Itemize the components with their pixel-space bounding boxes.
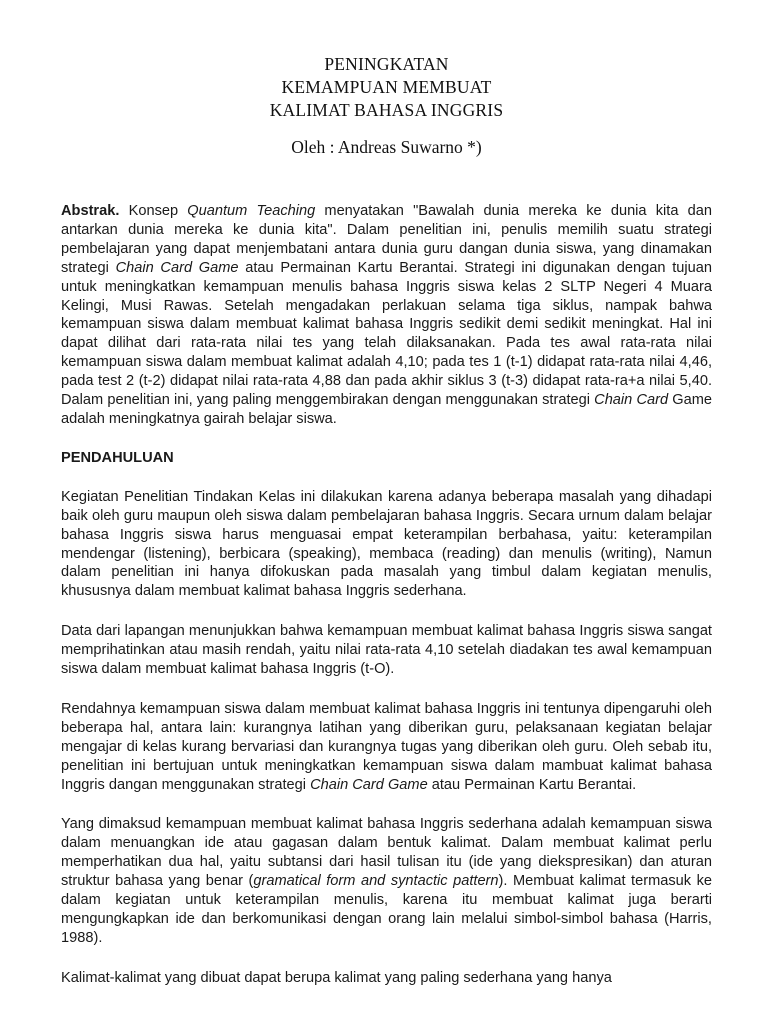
title-line-1: PENINGKATAN — [324, 54, 449, 74]
abstract-italic-3: Chain Card — [594, 392, 669, 409]
paragraph-3-text-2: atau Permainan Kartu Berantai. — [427, 776, 637, 793]
abstract-text-3: atau Permainan Kartu Berantai. Strategi ini digunakan dengan tujuan untuk meningkatkan kemampuan menulis bahasa Inggris siswa kelas 2 SLTP Negeri 4 Muara Kelingi, Musi Rawas. Setelah mengadakan perlakuan selama tiga siklus, nampak bahwa kemampuan siswa dalam membuat kalimat bahasa Inggris sedikit demi sedikit meningkat. Hal ini dapat dilihat dari rata-rata nilai tes yang telah dilaksanakan. Pada tes awal rata-rata nilai kemampuan siswa dalam membuat kalimat adalah 4,10; pada tes 1 (t-1) didapat rata-rata nilai 4,46, pada test 2 (t-2) didapat nilai rata-rata 4,88 dan pada akhir siklus 3 (t-3) didapat rata-ra+a nilai 5,40. Dalam penelitian ini, yang paling menggembirakan dengan menggunakan strategi — [61, 259, 712, 409]
paragraph-3-italic: Chain Card Game — [310, 776, 428, 793]
paragraph-5: Kalimat-kalimat yang dibuat dapat berupa kalimat yang paling sederhana yang hanya — [61, 969, 612, 986]
abstract-paragraph — [61, 202, 712, 429]
abstract-text-2: menyatakan "Bawalah dunia mereka ke dunia kita dan antarkan dunia mereka ke dunia kita". Dalam penelitian ini, penulis memilih suatu strategi pembelajaran yang dapat menjembatani antara dunia guru dangan dunia siswa, yang dinamakan strategi — [61, 203, 712, 276]
paragraph-4 — [61, 815, 712, 947]
abstract-text-4: Game adalah meningkatnya gairah belajar siswa. — [61, 392, 712, 427]
paragraph-4-italic: gramatical form and syntactic pattern — [253, 873, 499, 890]
document-page — [61, 53, 712, 988]
paragraph-1: Kegiatan Penelitian Tindakan Kelas ini dilakukan karena adanya beberapa masalah yang dihadapi baik oleh guru maupun oleh siswa dalam pembelajaran bahasa Inggris. Secara urnum dalam belajar bahasa Inggris siswa harus menguasai empat keterampilan berbahasa, yaitu: keterampilan mendengar (listening), berbicara (speaking), membaca (reading) dan menulis (writing), Namun dalam penelitian ini hanya difokuskan pada masalah yang timbul dalam kegiatan menulis, khususnya dalam membuat kalimat bahasa Inggris sederhana. — [61, 488, 712, 600]
abstract-label: Abstrak. — [61, 203, 120, 219]
section-heading-pendahuluan: PENDAHULUAN — [61, 449, 174, 466]
paragraph-3-text-1: Rendahnya kemampuan siswa dalam membuat kalimat bahasa Inggris ini tentunya dipengaruhi oleh beberapa hal, antara lain: kurangnya latihan yang diberikan guru, pelaksanaan kegiatan belajar mengajar di kelas kurang bervariasi dan kurangnya tugas yang diberikan oleh guru. Oleh sebab itu, penelitian ini bertujuan untuk meningkatkan kemampuan siswa dalam mambuat kalimat bahasa Inggris dangan menggunakan strategi — [61, 700, 712, 793]
title-line-2: KEMAMPUAN MEMBUAT — [281, 77, 492, 97]
abstract-italic-2: Chain Card Game — [115, 259, 239, 276]
author-line: Oleh : Andreas Suwarno *) — [291, 137, 482, 157]
paragraph-4-text-2: ). Membuat kalimat termasuk ke dalam kegiatan untuk keterampilan menulis, karena itu membuat kalimat juga berarti mengungkapkan ide dan berkomunikasi dengan orang lain melalui simbol-simbol bahasa (Harris, 1988). — [61, 873, 712, 946]
abstract-italic-1: Quantum Teaching — [187, 203, 316, 219]
paragraph-3 — [61, 700, 712, 795]
title-line-3: KALIMAT BAHASA INGGRIS — [269, 100, 504, 120]
paragraph-2: Data dari lapangan menunjukkan bahwa kemampuan membuat kalimat bahasa Inggris siswa sangat memprihatinkan atau masih rendah, yaitu nilai rata-rata 4,10 setelah diadakan tes awal kemampuan siswa dalam membuat kalimat bahasa Inggris (t-O). — [61, 623, 712, 678]
abstract-text-1: Konsep — [119, 203, 188, 219]
paragraph-4-text-1: Yang dimaksud kemampuan membuat kalimat bahasa Inggris sederhana adalah kemampuan siswa dalam menuangkan ide atau gagasan dalam bentuk kalimat. Dalam membuat kalimat perlu memperhatikan dua hal, yaitu subtansi dari hasil tulisan itu (ide yang diekspresikan) dan aturan struktur bahasa yang benar ( — [61, 816, 712, 890]
paper-title — [61, 53, 712, 122]
